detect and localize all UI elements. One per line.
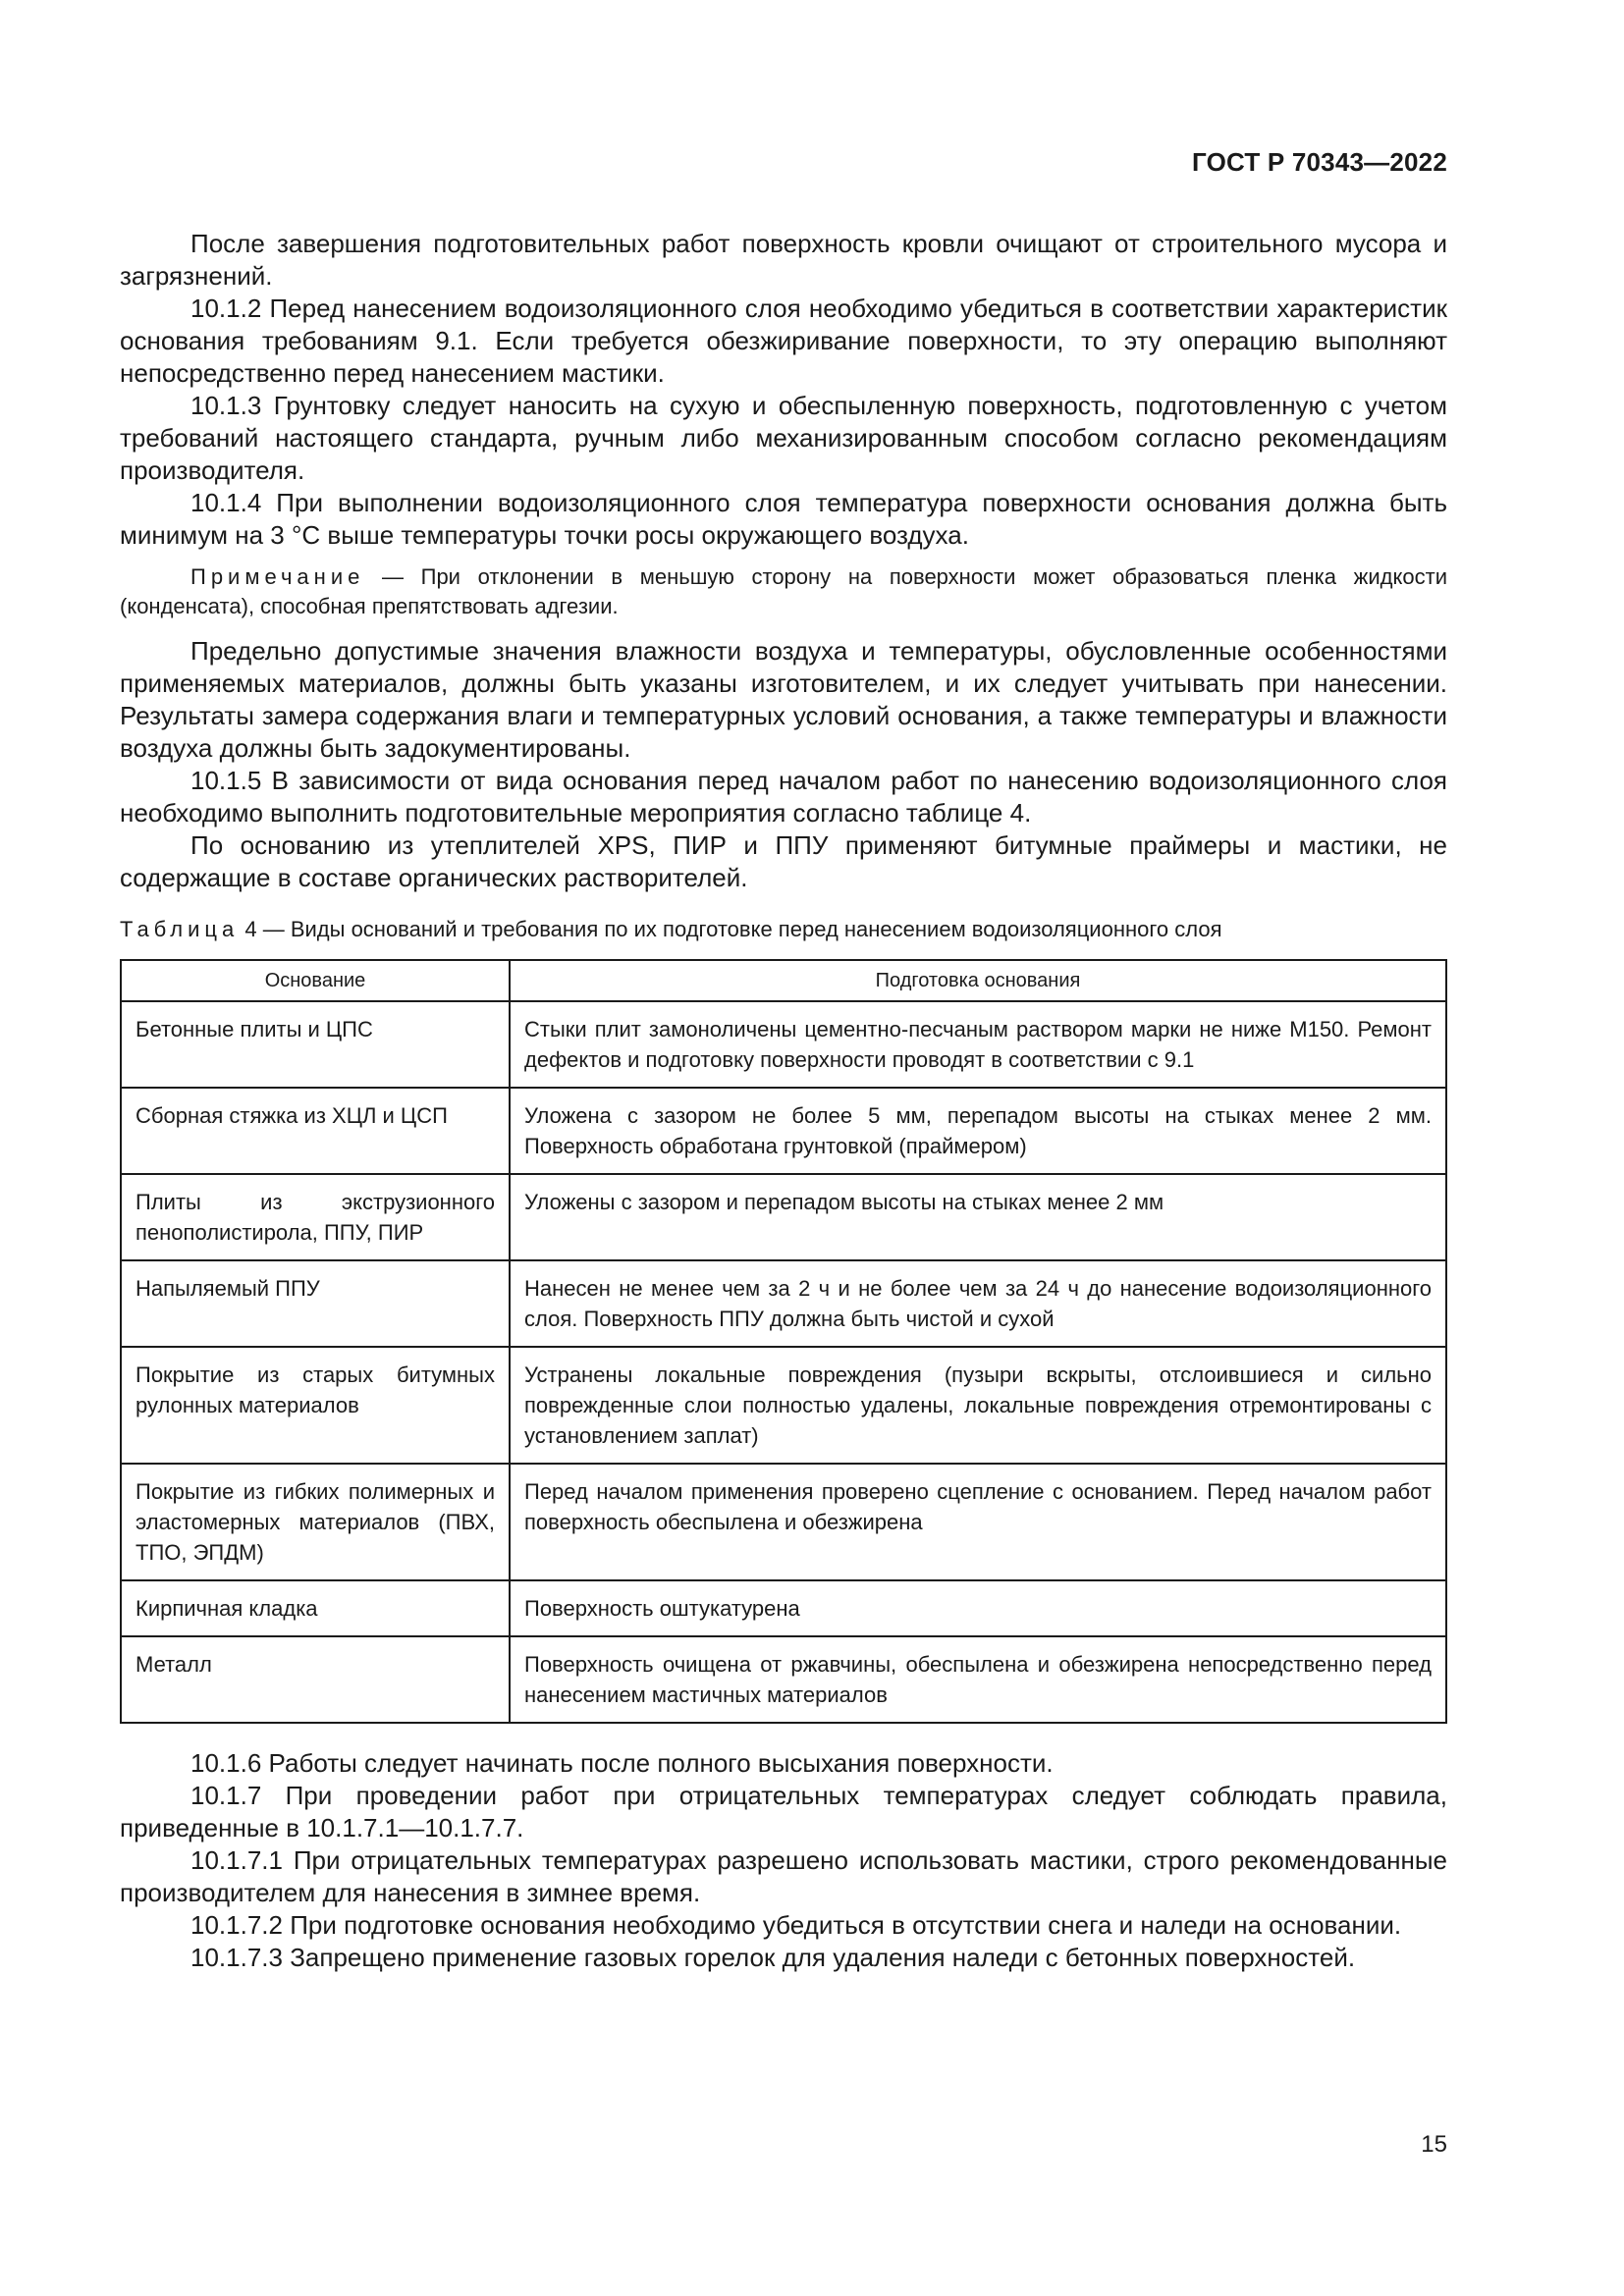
- preparation-table: [120, 959, 1447, 1724]
- paragraph: 10.1.7.2 При подготовке основания необходимо убедиться в отсутствии снега и наледи на основании.: [190, 1910, 1402, 1940]
- paragraph: По основанию из утеплителей XPS, ПИР и ППУ применяют битумные праймеры и мастики, не содержащие в составе органических растворителей.: [120, 830, 1447, 892]
- table-cell-base: Кирпичная кладка: [121, 1580, 510, 1636]
- table-header-row: [121, 960, 1446, 1001]
- table-cell-base: Сборная стяжка из ХЦЛ и ЦСП: [121, 1088, 510, 1174]
- table-cell-base: Покрытие из старых битумных рулонных материалов: [121, 1347, 510, 1464]
- table-cell-preparation: Перед началом применения проверено сцепление с основанием. Перед началом работ поверхность обеспылена и обезжирена: [510, 1464, 1446, 1580]
- table-cell-preparation: Уложены с зазором и перепадом высоты на стыках менее 2 мм: [510, 1174, 1446, 1260]
- paragraph: 10.1.7.1 При отрицательных температурах разрешено использовать мастики, строго рекомендованные производителем для нанесения в зимнее время.: [120, 1845, 1447, 1907]
- paragraph: Предельно допустимые значения влажности воздуха и температуры, обусловленные особенностями применяемых материалов, должны быть указаны изготовителем, и их следует учитывать при нанесении. Результаты замера содержания влаги и температурных условий основания, а также температуры и влажности воздуха должны быть задокументированы.: [120, 636, 1447, 763]
- table-cell-preparation: Уложена с зазором не более 5 мм, перепадом высоты на стыках менее 2 мм. Поверхность обработана грунтовкой (праймером): [510, 1088, 1446, 1174]
- main-text-bottom: [120, 1747, 1447, 1974]
- table-cell-base: Металл: [121, 1636, 510, 1723]
- table-cell-base: Бетонные плиты и ЦПС: [121, 1001, 510, 1088]
- paragraph: 10.1.5 В зависимости от вида основания перед началом работ по нанесению водоизоляционного слоя необходимо выполнить подготовительные мероприятия согласно таблице 4.: [120, 766, 1447, 828]
- table-caption-label: Таблица: [120, 917, 240, 941]
- table-row: [121, 1464, 1446, 1580]
- paragraph: 10.1.6 Работы следует начинать после полного высыхания поверхности.: [190, 1748, 1054, 1778]
- table-row: [121, 1260, 1446, 1347]
- paragraph: После завершения подготовительных работ поверхность кровли очищают от строительного мусора и загрязнений.: [120, 229, 1447, 291]
- table-caption: [120, 916, 1447, 943]
- main-text-top: [120, 228, 1447, 1724]
- paragraph: 10.1.3 Грунтовку следует наносить на сухую и обеспыленную поверхность, подготовленную с учетом требований настоящего стандарта, ручным либо механизированным способом согласно рекомендациям производителя.: [120, 391, 1447, 485]
- column-header-preparation: Подготовка основания: [510, 960, 1446, 1001]
- page-number: 15: [1421, 2131, 1447, 2158]
- table-row: [121, 1174, 1446, 1260]
- table-row: [121, 1347, 1446, 1464]
- table-cell-base: Напыляемый ППУ: [121, 1260, 510, 1347]
- note-text: — При отклонении в меньшую сторону на поверхности может образоваться пленка жидкости (конденсата), способная препятствовать адгезии.: [120, 564, 1447, 618]
- table-cell-base: Покрытие из гибких полимерных и эластомерных материалов (ПВХ, ТПО, ЭПДМ): [121, 1464, 510, 1580]
- table-row: [121, 1580, 1446, 1636]
- paragraph: 10.1.4 При выполнении водоизоляционного слоя температура поверхности основания должна быть минимум на 3 °С выше температуры точки росы окружающего воздуха.: [120, 488, 1447, 550]
- table-caption-text: 4 — Виды оснований и требования по их подготовке перед нанесением водоизоляционного слоя: [239, 917, 1222, 941]
- table-cell-preparation: Устранены локальные повреждения (пузыри вскрыты, отслоившиеся и сильно поврежденные слои полностью удалены, локальные повреждения отремонтированы с установлением заплат): [510, 1347, 1446, 1464]
- note-label: Примечание: [190, 564, 365, 589]
- table-row: [121, 1001, 1446, 1088]
- paragraph: 10.1.7 При проведении работ при отрицательных температурах следует соблюдать правила, приведенные в 10.1.7.1—10.1.7.7.: [120, 1781, 1447, 1842]
- table-cell-preparation: Поверхность очищена от ржавчины, обеспылена и обезжирена непосредственно перед нанесением мастичных материалов: [510, 1636, 1446, 1723]
- table-cell-preparation: Поверхность оштукатурена: [510, 1580, 1446, 1636]
- table-row: [121, 1636, 1446, 1723]
- paragraph: 10.1.7.3 Запрещено применение газовых горелок для удаления наледи с бетонных поверхностей.: [190, 1943, 1356, 1972]
- document-header: ГОСТ Р 70343—2022: [1192, 147, 1447, 177]
- table-row: [121, 1088, 1446, 1174]
- column-header-base: Основание: [121, 960, 510, 1001]
- table-cell-base: Плиты из экструзионного пенополистирола, ППУ, ПИР: [121, 1174, 510, 1260]
- table-cell-preparation: Стыки плит замоноличены цементно-песчаным раствором марки не ниже М150. Ремонт дефектов и подготовку поверхности проводят в соответствии с 9.1: [510, 1001, 1446, 1088]
- note: [120, 562, 1447, 621]
- paragraph: 10.1.2 Перед нанесением водоизоляционного слоя необходимо убедиться в соответствии характеристик основания требованиям 9.1. Если требуется обезжиривание поверхности, то эту операцию выполняют непосредственно перед нанесением мастики.: [120, 294, 1447, 388]
- table-cell-preparation: Нанесен не менее чем за 2 ч и не более чем за 24 ч до нанесение водоизоляционного слоя. Поверхность ППУ должна быть чистой и сухой: [510, 1260, 1446, 1347]
